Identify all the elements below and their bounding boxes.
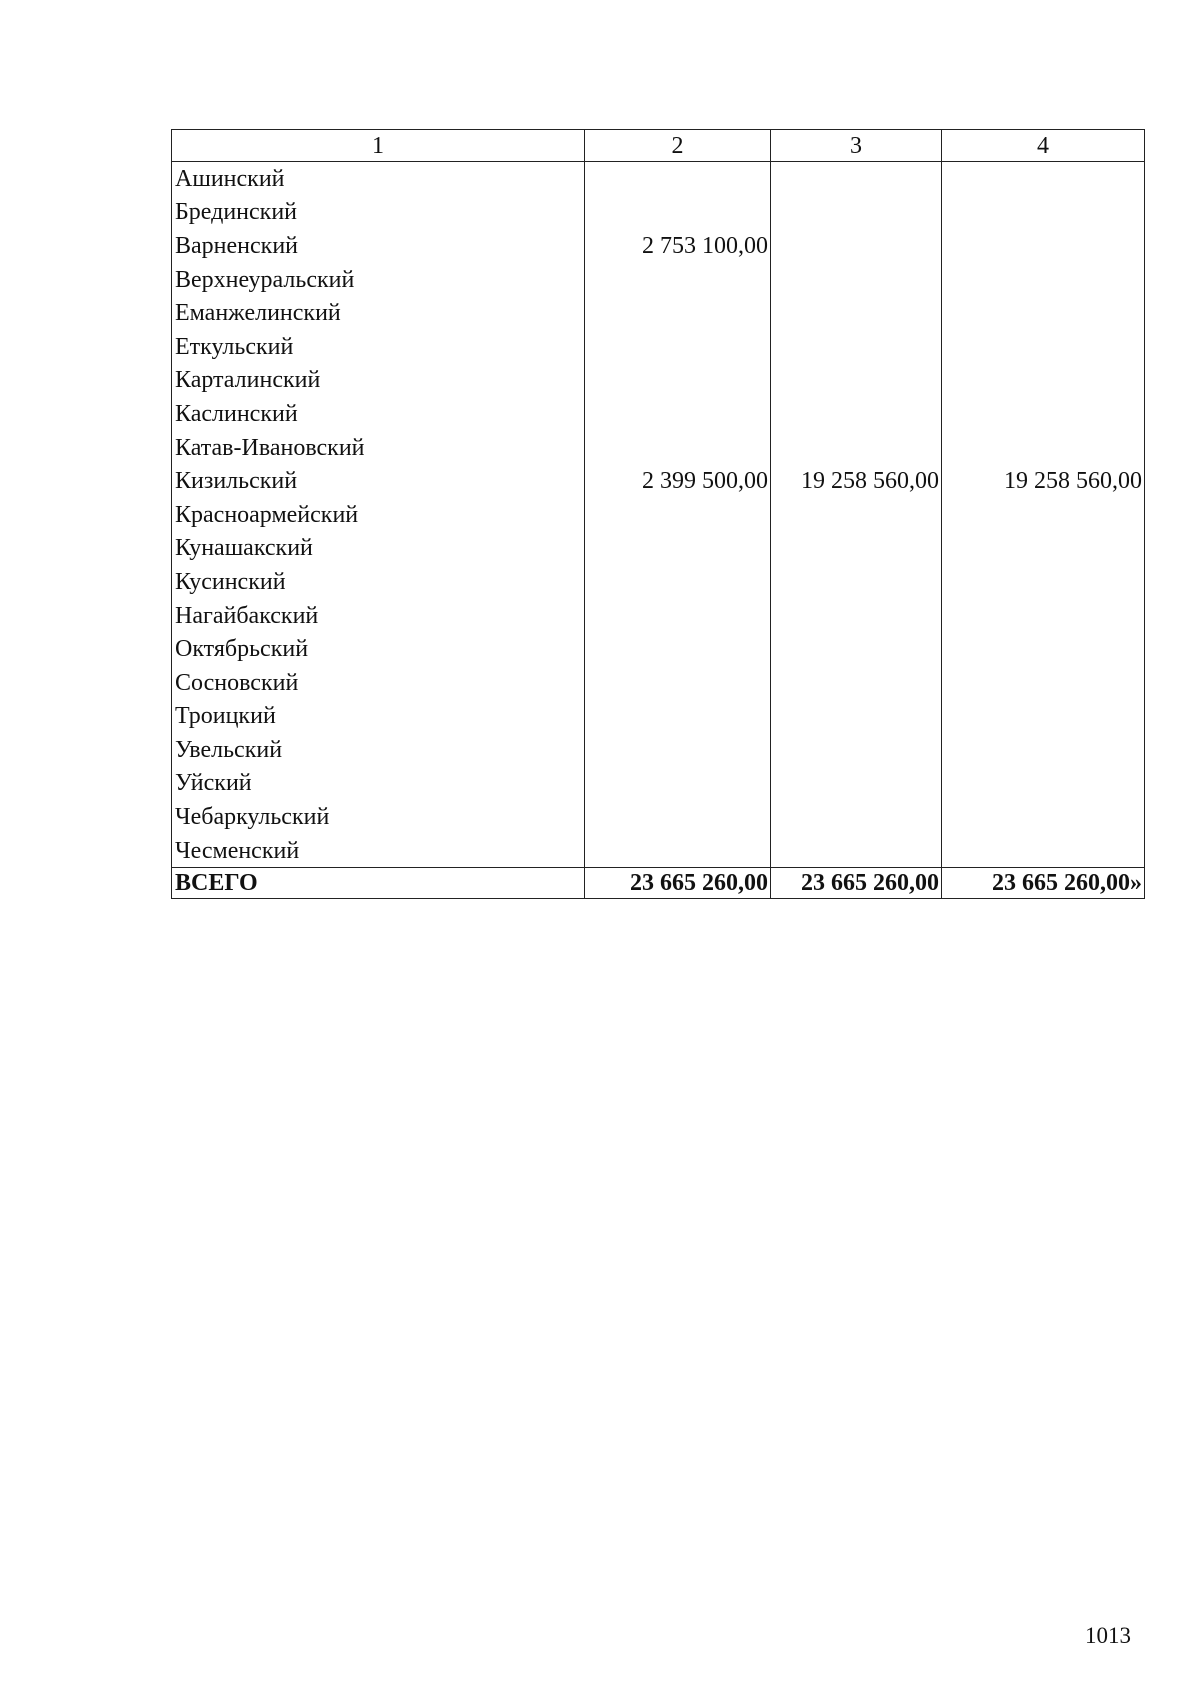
value-col-2: 2 399 500,00	[585, 464, 771, 498]
value-col-2: 2 753 100,00	[585, 229, 771, 263]
table-row	[172, 196, 1145, 230]
table-row	[172, 464, 1145, 498]
district-name: Варненский	[172, 229, 585, 263]
value-col-3	[771, 330, 942, 364]
value-col-4	[942, 196, 1145, 230]
value-col-3	[771, 397, 942, 431]
value-col-2	[585, 196, 771, 230]
value-col-3	[771, 733, 942, 767]
value-col-2	[585, 397, 771, 431]
table-row	[172, 632, 1145, 666]
table-row	[172, 229, 1145, 263]
district-name: Кизильский	[172, 464, 585, 498]
value-col-4	[942, 599, 1145, 633]
table-row	[172, 666, 1145, 700]
value-col-3	[771, 196, 942, 230]
value-col-3	[771, 565, 942, 599]
total-label: ВСЕГО	[172, 868, 585, 899]
value-col-2	[585, 565, 771, 599]
table-row	[172, 532, 1145, 566]
column-header-2: 2	[585, 130, 771, 162]
district-name: Кунашакский	[172, 532, 585, 566]
table-row	[172, 565, 1145, 599]
header-row	[172, 130, 1145, 162]
value-col-4	[942, 229, 1145, 263]
value-col-4: 19 258 560,00	[942, 464, 1145, 498]
value-col-3	[771, 431, 942, 465]
value-col-2	[585, 296, 771, 330]
table-row	[172, 263, 1145, 297]
value-col-4	[942, 700, 1145, 734]
value-col-4	[942, 800, 1145, 834]
value-col-3	[771, 767, 942, 801]
district-name: Сосновский	[172, 666, 585, 700]
value-col-2	[585, 800, 771, 834]
district-name: Троицкий	[172, 700, 585, 734]
total-col-2: 23 665 260,00	[585, 868, 771, 899]
value-col-4	[942, 733, 1145, 767]
value-col-3	[771, 632, 942, 666]
value-col-3	[771, 599, 942, 633]
data-table	[171, 129, 1145, 899]
column-header-3: 3	[771, 130, 942, 162]
value-col-4	[942, 498, 1145, 532]
district-name: Красноармейский	[172, 498, 585, 532]
value-col-3	[771, 498, 942, 532]
value-col-3	[771, 229, 942, 263]
value-col-3	[771, 666, 942, 700]
table-row	[172, 397, 1145, 431]
value-col-2	[585, 431, 771, 465]
value-col-4	[942, 431, 1145, 465]
total-row	[172, 868, 1145, 899]
value-col-3	[771, 700, 942, 734]
value-col-3	[771, 834, 942, 868]
value-col-4	[942, 162, 1145, 196]
value-col-4	[942, 364, 1145, 398]
value-col-3: 19 258 560,00	[771, 464, 942, 498]
district-name: Уйский	[172, 767, 585, 801]
value-col-2	[585, 666, 771, 700]
district-name: Еманжелинский	[172, 296, 585, 330]
district-name: Верхнеуральский	[172, 263, 585, 297]
value-col-4	[942, 532, 1145, 566]
total-col-3: 23 665 260,00	[771, 868, 942, 899]
column-header-4: 4	[942, 130, 1145, 162]
value-col-2	[585, 364, 771, 398]
table-row	[172, 733, 1145, 767]
district-name: Катав-Ивановский	[172, 431, 585, 465]
table-row	[172, 330, 1145, 364]
value-col-4	[942, 666, 1145, 700]
column-header-1: 1	[172, 130, 585, 162]
value-col-2	[585, 632, 771, 666]
value-col-4	[942, 296, 1145, 330]
value-col-2	[585, 498, 771, 532]
table-row	[172, 498, 1145, 532]
district-name: Еткульский	[172, 330, 585, 364]
value-col-3	[771, 263, 942, 297]
total-col-4: 23 665 260,00»	[942, 868, 1145, 899]
table-body	[172, 130, 1145, 899]
value-col-2	[585, 599, 771, 633]
table-row	[172, 834, 1145, 868]
value-col-3	[771, 364, 942, 398]
value-col-4	[942, 565, 1145, 599]
table-row	[172, 296, 1145, 330]
district-name: Каслинский	[172, 397, 585, 431]
value-col-4	[942, 767, 1145, 801]
value-col-4	[942, 263, 1145, 297]
value-col-2	[585, 700, 771, 734]
district-name: Увельский	[172, 733, 585, 767]
value-col-2	[585, 330, 771, 364]
table-row	[172, 599, 1145, 633]
table-row	[172, 700, 1145, 734]
district-name: Ашинский	[172, 162, 585, 196]
table-row	[172, 767, 1145, 801]
value-col-2	[585, 834, 771, 868]
value-col-3	[771, 296, 942, 330]
value-col-2	[585, 733, 771, 767]
district-name: Брединский	[172, 196, 585, 230]
district-name: Чебаркульский	[172, 800, 585, 834]
table-row	[172, 800, 1145, 834]
value-col-2	[585, 767, 771, 801]
value-col-4	[942, 632, 1145, 666]
value-col-2	[585, 263, 771, 297]
value-col-3	[771, 162, 942, 196]
table-row	[172, 431, 1145, 465]
value-col-3	[771, 532, 942, 566]
value-col-4	[942, 834, 1145, 868]
district-name: Чесменский	[172, 834, 585, 868]
value-col-2	[585, 162, 771, 196]
district-name: Нагайбакский	[172, 599, 585, 633]
value-col-4	[942, 397, 1145, 431]
district-name: Карталинский	[172, 364, 585, 398]
value-col-3	[771, 800, 942, 834]
value-col-2	[585, 532, 771, 566]
table-row	[172, 364, 1145, 398]
value-col-4	[942, 330, 1145, 364]
table-row	[172, 162, 1145, 196]
district-name: Кусинский	[172, 565, 585, 599]
page-number: 1013	[1085, 1623, 1131, 1648]
district-name: Октябрьский	[172, 632, 585, 666]
